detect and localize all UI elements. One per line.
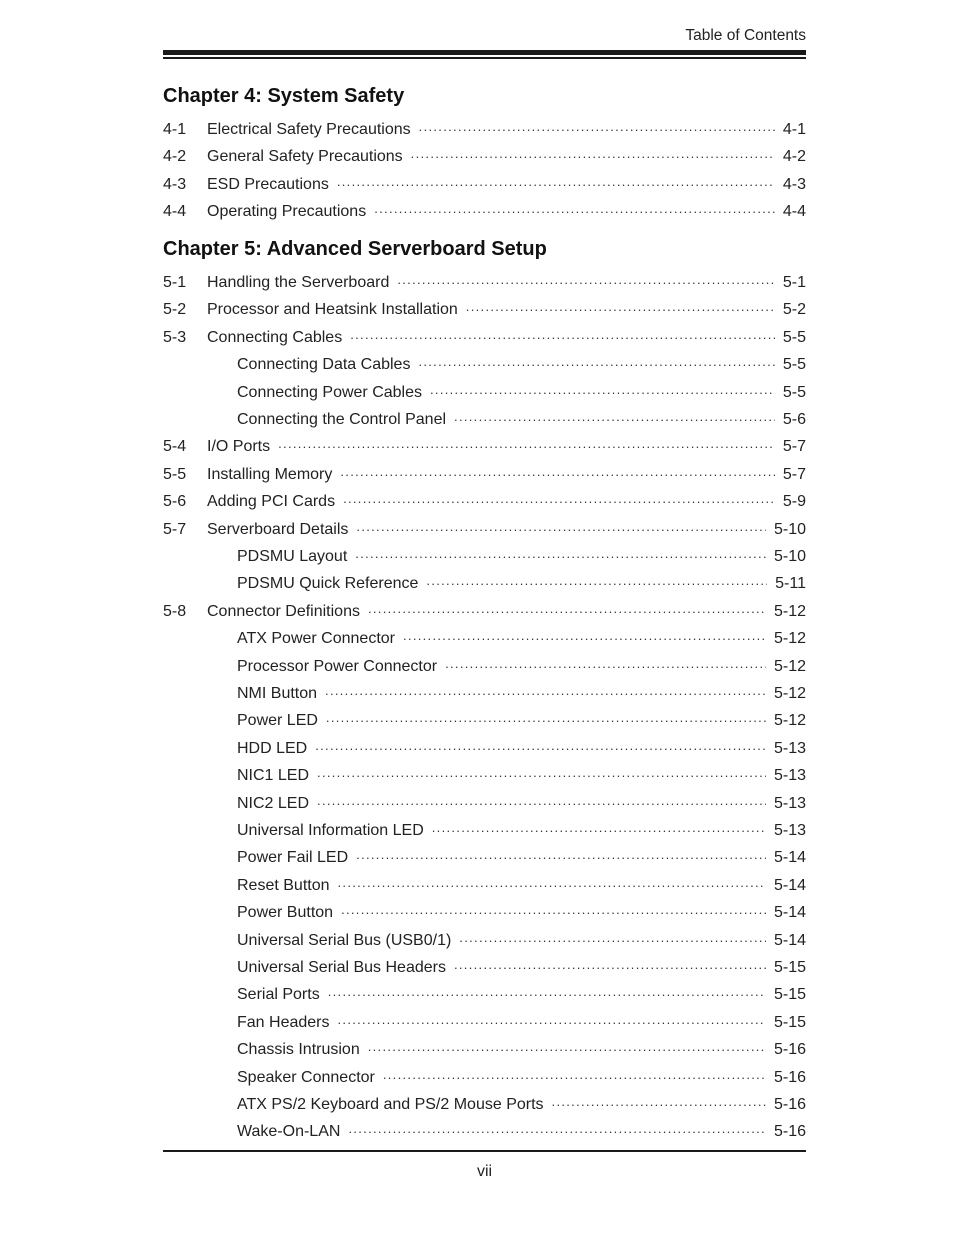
page-reference: 5-9 bbox=[782, 493, 806, 511]
section-title: Speaker Connector bbox=[237, 1068, 375, 1086]
toc-entry[interactable] bbox=[163, 116, 806, 138]
section-number: 4-3 bbox=[163, 175, 187, 193]
dot-leader bbox=[338, 872, 766, 890]
dot-leader bbox=[454, 406, 775, 424]
toc-entry[interactable] bbox=[163, 433, 806, 455]
section-title: Connecting Power Cables bbox=[237, 383, 422, 401]
toc-subentry[interactable] bbox=[163, 625, 806, 647]
page-reference: 5-13 bbox=[773, 767, 806, 785]
section-number: 5-6 bbox=[163, 493, 187, 511]
page-reference: 5-12 bbox=[773, 602, 806, 620]
dot-leader bbox=[356, 516, 766, 534]
page-reference: 5-7 bbox=[782, 465, 806, 483]
section-title: General Safety Precautions bbox=[207, 148, 403, 166]
dot-leader bbox=[368, 598, 766, 616]
page-reference: 5-12 bbox=[773, 630, 806, 648]
section-number: 5-7 bbox=[163, 520, 187, 538]
running-head: Table of Contents bbox=[685, 27, 806, 44]
toc-subentry[interactable] bbox=[163, 735, 806, 757]
toc-subentry[interactable] bbox=[163, 1064, 806, 1086]
dot-leader bbox=[383, 1064, 766, 1082]
page-reference: 5-1 bbox=[782, 274, 806, 291]
toc-entry[interactable] bbox=[163, 488, 806, 510]
page-reference: 4-1 bbox=[782, 121, 806, 138]
page-reference: 5-5 bbox=[782, 383, 806, 401]
dot-leader bbox=[317, 762, 766, 780]
section-title: NIC2 LED bbox=[237, 794, 310, 812]
section-number: 5-5 bbox=[163, 465, 187, 483]
section-title: Universal Serial Bus Headers bbox=[237, 959, 446, 976]
dot-leader bbox=[368, 1036, 766, 1054]
toc-subentry[interactable] bbox=[163, 927, 806, 949]
section-title: Adding PCI Cards bbox=[207, 493, 336, 511]
toc-entry[interactable] bbox=[163, 296, 806, 318]
toc-subentry[interactable] bbox=[163, 981, 806, 1003]
page-reference: 4-4 bbox=[782, 203, 806, 221]
section-title: Connecting Cables bbox=[207, 328, 343, 346]
toc-subentry[interactable] bbox=[163, 543, 806, 565]
page-number: vii bbox=[476, 1163, 493, 1180]
page-reference: 5-5 bbox=[782, 328, 806, 346]
section-number: 4-1 bbox=[163, 121, 187, 138]
page-reference: 5-16 bbox=[773, 1041, 806, 1059]
section-title: Connecting the Control Panel bbox=[237, 411, 447, 428]
dot-leader bbox=[325, 680, 766, 698]
page-reference: 5-16 bbox=[773, 1068, 806, 1086]
section-title: Universal Serial Bus (USB0/1) bbox=[237, 931, 452, 949]
section-title: Fan Headers bbox=[237, 1013, 330, 1031]
header-rule-thick bbox=[163, 50, 806, 55]
chapter-title: Chapter 5: Advanced Serverboard Setup bbox=[163, 238, 547, 260]
page-reference: 4-3 bbox=[782, 175, 806, 193]
chapter-title: Chapter 4: System Safety bbox=[163, 85, 405, 107]
page-reference: 5-12 bbox=[773, 712, 806, 730]
toc-subentry[interactable] bbox=[163, 570, 806, 592]
section-number: 4-4 bbox=[163, 203, 187, 221]
section-title: NMI Button bbox=[237, 685, 318, 702]
page-reference: 5-12 bbox=[773, 657, 806, 675]
section-title: Connector Definitions bbox=[207, 602, 360, 620]
toc-subentry[interactable] bbox=[163, 899, 806, 921]
dot-leader bbox=[326, 707, 766, 725]
toc-entry[interactable] bbox=[163, 143, 806, 165]
section-number: 5-8 bbox=[163, 602, 187, 620]
toc-subentry[interactable] bbox=[163, 872, 806, 894]
toc-subentry[interactable] bbox=[163, 762, 806, 784]
toc-subentry[interactable] bbox=[163, 790, 806, 812]
section-title: ATX PS/2 Keyboard and PS/2 Mouse Ports bbox=[237, 1096, 544, 1113]
section-title: Serial Ports bbox=[237, 986, 320, 1004]
section-title: HDD LED bbox=[237, 739, 308, 757]
header-rule-thin bbox=[163, 57, 806, 59]
dot-leader bbox=[338, 1009, 766, 1027]
section-title: Operating Precautions bbox=[207, 203, 367, 221]
section-title: Power LED bbox=[237, 712, 318, 730]
page-reference: 5-14 bbox=[773, 931, 806, 949]
toc-entry[interactable] bbox=[163, 461, 806, 483]
section-title: Chassis Intrusion bbox=[237, 1041, 360, 1059]
toc-subentry[interactable] bbox=[163, 1118, 806, 1140]
toc-subentry[interactable] bbox=[163, 817, 806, 839]
dot-leader bbox=[341, 899, 766, 917]
dot-leader bbox=[374, 198, 775, 216]
dot-leader bbox=[466, 296, 775, 314]
section-number: 5-2 bbox=[163, 301, 187, 319]
toc-entry[interactable] bbox=[163, 516, 806, 538]
dot-leader bbox=[350, 324, 775, 342]
page-reference: 5-14 bbox=[773, 876, 806, 894]
page-reference: 5-2 bbox=[782, 301, 806, 319]
dot-leader bbox=[337, 171, 775, 189]
section-title: PDSMU Quick Reference bbox=[237, 575, 419, 593]
toc-page bbox=[163, 0, 806, 1235]
dot-leader bbox=[343, 488, 775, 506]
toc-subentry[interactable] bbox=[163, 1091, 806, 1113]
page-reference: 5-13 bbox=[773, 794, 806, 812]
dot-leader bbox=[418, 351, 774, 369]
dot-leader bbox=[317, 790, 766, 808]
dot-leader bbox=[278, 433, 775, 451]
toc-entry[interactable] bbox=[163, 269, 806, 291]
toc-subentry[interactable] bbox=[163, 379, 806, 401]
section-title: Power Button bbox=[237, 904, 334, 922]
section-title: Power Fail LED bbox=[237, 849, 349, 867]
header-rule bbox=[163, 50, 806, 59]
toc-subentry[interactable] bbox=[163, 844, 806, 866]
section-number: 5-4 bbox=[163, 438, 187, 456]
section-number: 5-1 bbox=[163, 274, 187, 291]
section-title: I/O Ports bbox=[207, 438, 271, 456]
page-reference: 5-13 bbox=[773, 739, 806, 757]
dot-leader bbox=[355, 543, 766, 561]
toc-subentry[interactable] bbox=[163, 680, 806, 702]
toc-subentry[interactable] bbox=[163, 351, 806, 373]
section-title: ATX Power Connector bbox=[237, 630, 395, 648]
page-reference: 5-12 bbox=[773, 685, 806, 702]
section-title: PDSMU Layout bbox=[237, 548, 348, 565]
section-title: Serverboard Details bbox=[207, 520, 349, 538]
page-reference: 5-15 bbox=[773, 1013, 806, 1031]
page-reference: 5-5 bbox=[782, 356, 806, 374]
page-reference: 5-16 bbox=[773, 1096, 806, 1113]
toc-entry[interactable] bbox=[163, 171, 806, 193]
dot-leader bbox=[411, 143, 775, 161]
page-reference: 5-10 bbox=[773, 520, 806, 538]
section-number: 5-3 bbox=[163, 328, 187, 346]
dot-leader bbox=[432, 817, 766, 835]
section-title: Handling the Serverboard bbox=[207, 274, 390, 291]
dot-leader bbox=[445, 653, 766, 671]
section-title: Processor and Heatsink Installation bbox=[207, 301, 458, 319]
dot-leader bbox=[430, 379, 775, 397]
footer-rule bbox=[163, 1150, 806, 1152]
page-reference: 5-7 bbox=[782, 438, 806, 456]
page-reference: 5-14 bbox=[773, 849, 806, 867]
page-reference: 5-11 bbox=[775, 575, 806, 593]
toc-entry[interactable] bbox=[163, 598, 806, 620]
section-title: Connecting Data Cables bbox=[237, 356, 411, 374]
toc-subentry[interactable] bbox=[163, 1009, 806, 1031]
page-reference: 5-15 bbox=[773, 959, 806, 976]
dot-leader bbox=[340, 461, 775, 479]
section-title: Electrical Safety Precautions bbox=[207, 121, 411, 138]
section-title: ESD Precautions bbox=[207, 175, 329, 193]
section-title: Universal Information LED bbox=[237, 822, 424, 839]
dot-leader bbox=[426, 570, 767, 588]
toc-subentry[interactable] bbox=[163, 1036, 806, 1058]
toc-subentry[interactable] bbox=[163, 707, 806, 729]
dot-leader bbox=[454, 954, 766, 972]
toc-entry[interactable] bbox=[163, 324, 806, 346]
page-reference: 5-13 bbox=[773, 822, 806, 839]
section-title: NIC1 LED bbox=[237, 767, 310, 785]
dot-leader bbox=[397, 269, 775, 287]
section-title: Installing Memory bbox=[207, 465, 333, 483]
page-reference: 5-6 bbox=[782, 411, 806, 428]
toc-subentry[interactable] bbox=[163, 406, 806, 428]
dot-leader bbox=[459, 927, 766, 945]
dot-leader bbox=[419, 116, 775, 134]
page-reference: 5-15 bbox=[773, 986, 806, 1004]
dot-leader bbox=[328, 981, 766, 999]
page-reference: 5-14 bbox=[773, 904, 806, 922]
section-number: 4-2 bbox=[163, 148, 187, 166]
section-title: Reset Button bbox=[237, 876, 330, 894]
dot-leader bbox=[348, 1118, 766, 1136]
page-reference: 4-2 bbox=[782, 148, 806, 166]
page-reference: 5-10 bbox=[773, 548, 806, 565]
dot-leader bbox=[403, 625, 766, 643]
section-title: Processor Power Connector bbox=[237, 657, 438, 675]
section-title: Wake-On-LAN bbox=[237, 1123, 341, 1141]
dot-leader bbox=[356, 844, 766, 862]
dot-leader bbox=[552, 1091, 766, 1109]
toc-subentry[interactable] bbox=[163, 653, 806, 675]
page-reference: 5-16 bbox=[773, 1123, 806, 1141]
dot-leader bbox=[315, 735, 766, 753]
toc-entry[interactable] bbox=[163, 198, 806, 220]
toc-subentry[interactable] bbox=[163, 954, 806, 976]
